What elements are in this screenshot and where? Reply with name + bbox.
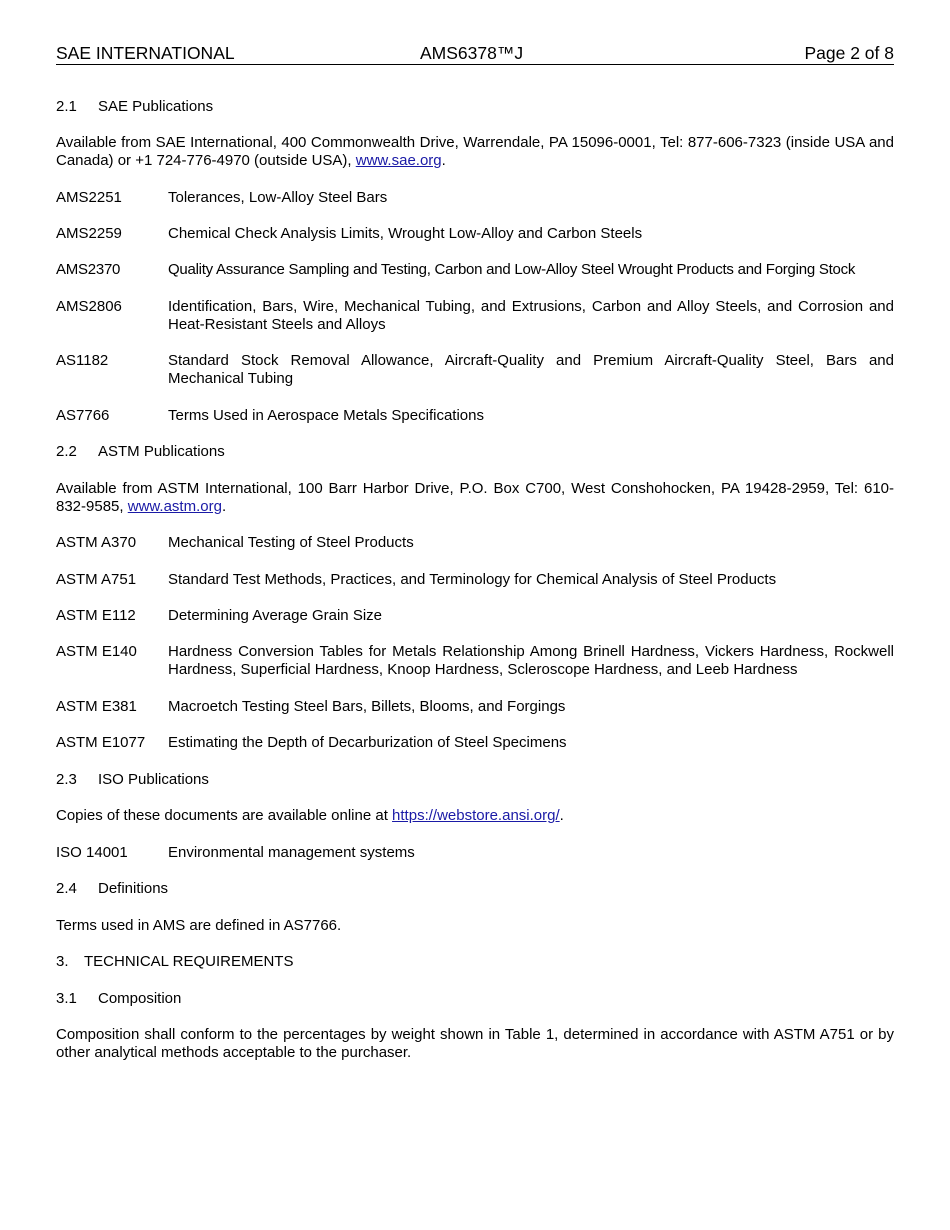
section-2-4-heading: 2.4 Definitions bbox=[56, 880, 169, 897]
reference-item: ASTM A370 Mechanical Testing of Steel Products bbox=[56, 534, 414, 551]
reference-item: AS7766 Terms Used in Aerospace Metals Specifications bbox=[56, 407, 484, 424]
ansi-webstore-link[interactable]: https://webstore.ansi.org/ bbox=[392, 807, 560, 824]
section-2-2-availability: Available from ASTM International, 100 Barr Harbor Drive, P.O. Box C700, West Conshohocken, PA 19428-2959, Tel: 610-832-9585, www.astm.org. bbox=[56, 480, 894, 515]
reference-item: ASTM E381 Macroetch Testing Steel Bars, Billets, Blooms, and Forgings bbox=[56, 698, 566, 715]
reference-item: ISO 14001 Environmental management systems bbox=[56, 844, 415, 861]
reference-item: ASTM E140 Hardness Conversion Tables for Metals Relationship Among Brinell Hardness, Vickers Hardness, Rockwell Hardness, Superficial Hardness, Knoop Hardness, Scleroscope Hardness, and Leeb Hardness bbox=[56, 643, 894, 678]
section-2-1-heading: 2.1 SAE Publications bbox=[56, 98, 214, 115]
reference-item: ASTM A751 Standard Test Methods, Practices, and Terminology for Chemical Analysis of Steel Products bbox=[56, 571, 777, 588]
section-2-3-heading: 2.3 ISO Publications bbox=[56, 771, 209, 788]
section-2-4-text: Terms used in AMS are defined in AS7766. bbox=[56, 917, 342, 934]
reference-item: AS1182 Standard Stock Removal Allowance, Aircraft-Quality and Premium Aircraft-Quality Steel, Bars and Mechanical Tubing bbox=[56, 352, 894, 387]
astm-link[interactable]: www.astm.org bbox=[127, 498, 222, 515]
sae-link[interactable]: www.sae.org bbox=[355, 152, 442, 169]
header-doc-number: AMS6378™J bbox=[420, 43, 524, 63]
section-2-1-availability: Available from SAE International, 400 Commonwealth Drive, Warrendale, PA 15096-0001, Tel: 877-606-7323 (inside USA and Canada) or +1 724-776-4970 (outside USA), www.sae.org. bbox=[56, 134, 894, 169]
reference-item: AMS2251 Tolerances, Low-Alloy Steel Bars bbox=[56, 189, 388, 206]
reference-item: AMS2370 Quality Assurance Sampling and Testing, Carbon and Low-Alloy Steel Wrought Products and Forging Stock bbox=[56, 261, 856, 278]
reference-item: AMS2259 Chemical Check Analysis Limits, Wrought Low-Alloy and Carbon Steels bbox=[56, 225, 643, 242]
reference-item: ASTM E1077 Estimating the Depth of Decarburization of Steel Specimens bbox=[56, 734, 567, 751]
header-org: SAE INTERNATIONAL bbox=[56, 43, 235, 63]
section-3-1-heading: 3.1 Composition bbox=[56, 990, 182, 1007]
section-2-2-heading: 2.2 ASTM Publications bbox=[56, 443, 225, 460]
section-3-heading: 3. TECHNICAL REQUIREMENTS bbox=[56, 953, 294, 970]
section-2-3-availability: Copies of these documents are available online at https://webstore.ansi.org/. bbox=[56, 807, 564, 824]
reference-item: AMS2806 Identification, Bars, Wire, Mechanical Tubing, and Extrusions, Carbon and Alloy Steels, and Corrosion and Heat-Resistant Steels and Alloys bbox=[56, 298, 894, 333]
header-page-number: Page 2 of 8 bbox=[804, 43, 894, 63]
section-3-1-text: Composition shall conform to the percentages by weight shown in Table 1, determined in accordance with ASTM A751 or by other analytical methods acceptable to the purchaser. bbox=[56, 1026, 894, 1061]
page-header bbox=[56, 43, 894, 65]
reference-item: ASTM E112 Determining Average Grain Size bbox=[56, 607, 382, 624]
